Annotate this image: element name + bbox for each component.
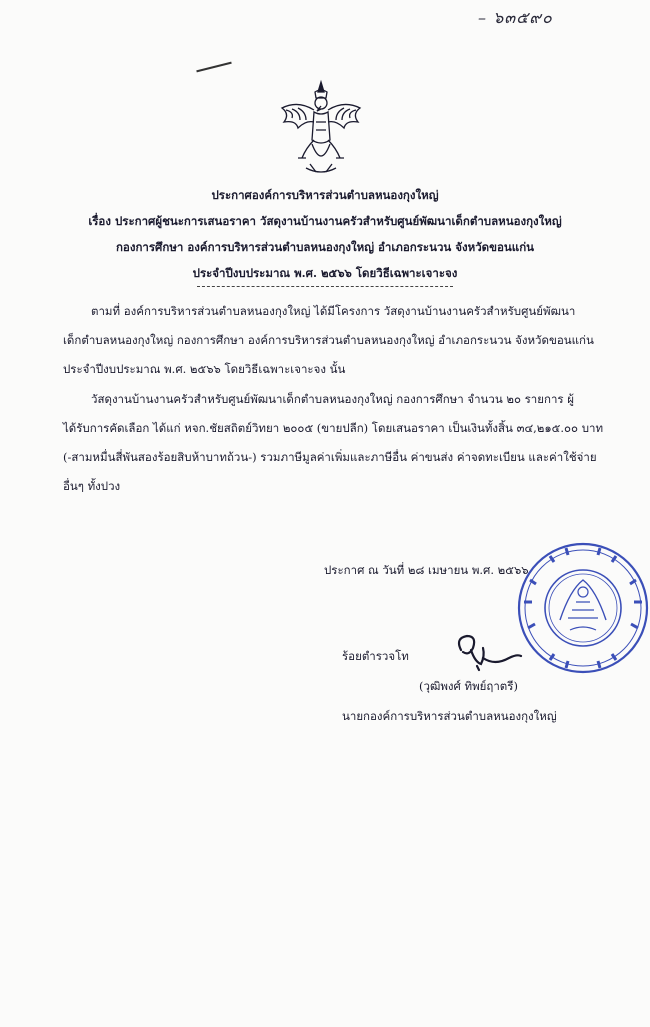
header-department: กองการศึกษา องค์การบริหารส่วนตำบลหนองกุงใหญ่ อำเภอกระนวน จังหวัดขอนแก่น [115, 240, 535, 254]
paragraph-line: ได้รับการคัดเลือก ได้แก่ หจก.ชัยสถิตย์วิทยา ๒๐๐๕ (ขายปลีก) โดยเสนอราคา เป็นเงินทั้งสิ้น ๓๔,๒๑๕.๐๐ บาท [63, 421, 604, 435]
paragraph-line: ประจำปีงบประมาณ พ.ศ. ๒๕๖๖ โดยวิธีเฉพาะเจาะจง นั้น [63, 362, 346, 376]
paragraph-line: เด็กตำบลหนองกุงใหญ่ กองการศึกษา องค์การบริหารส่วนตำบลหนองกุงใหญ่ อำเภอกระนวน จังหวัดขอนแก่น [63, 333, 594, 347]
document-header [0, 182, 650, 286]
paragraph-project [63, 297, 593, 384]
signer-rank: ร้อยตำรวจโท [342, 649, 409, 663]
garuda-emblem-icon [276, 78, 366, 178]
paragraph-line: ตามที่ องค์การบริหารส่วนตำบลหนองกุงใหญ่ ได้มีโครงการ วัสดุงานบ้านงานครัวสำหรับศูนย์พัฒนา [91, 304, 576, 318]
header-fiscal-year: ประจำปีงบประมาณ พ.ศ. ๒๕๖๖ โดยวิธีเฉพาะเจาะจง [192, 266, 458, 280]
paragraph-winner [63, 385, 604, 501]
signer-position: นายกองค์การบริหารส่วนตำบลหนองกุงใหญ่ [342, 709, 557, 723]
header-subject: เรื่อง ประกาศผู้ชนะการเสนอราคา วัสดุงานบ้านงานครัวสำหรับศูนย์พัฒนาเด็กตำบลหนองกุงใหญ่ [88, 214, 562, 228]
signer-name: (วุฒิพงศ์ ทิพย์ฤาตรี) [419, 679, 518, 693]
paragraph-line: วัสดุงานบ้านงานครัวสำหรับศูนย์พัฒนาเด็กตำบลหนองกุงใหญ่ กองการศึกษา จำนวน ๒๐ รายการ ผู้ [91, 392, 574, 406]
paragraph-line: อื่นๆ ทั้งปวง [63, 479, 121, 493]
pen-mark [196, 62, 231, 73]
header-divider [197, 286, 453, 287]
official-seal-icon [510, 540, 650, 676]
header-title: ประกาศองค์การบริหารส่วนตำบลหนองกุงใหญ่ [211, 188, 439, 202]
announcement-date: ประกาศ ณ วันที่ ๒๘ เมษายน พ.ศ. ๒๕๖๖ [324, 563, 529, 577]
paragraph-line: (-สามหมื่นสี่พันสองร้อยสิบห้าบาทถ้วน-) รวมภาษีมูลค่าเพิ่มและภาษีอื่น ค่าขนส่ง ค่าจดทะเบียน และค่าใช้จ่าย [63, 450, 597, 464]
handwritten-reference-number: – ๖๓๕๙๐ [478, 8, 553, 27]
handwritten-signature-icon [453, 628, 523, 674]
